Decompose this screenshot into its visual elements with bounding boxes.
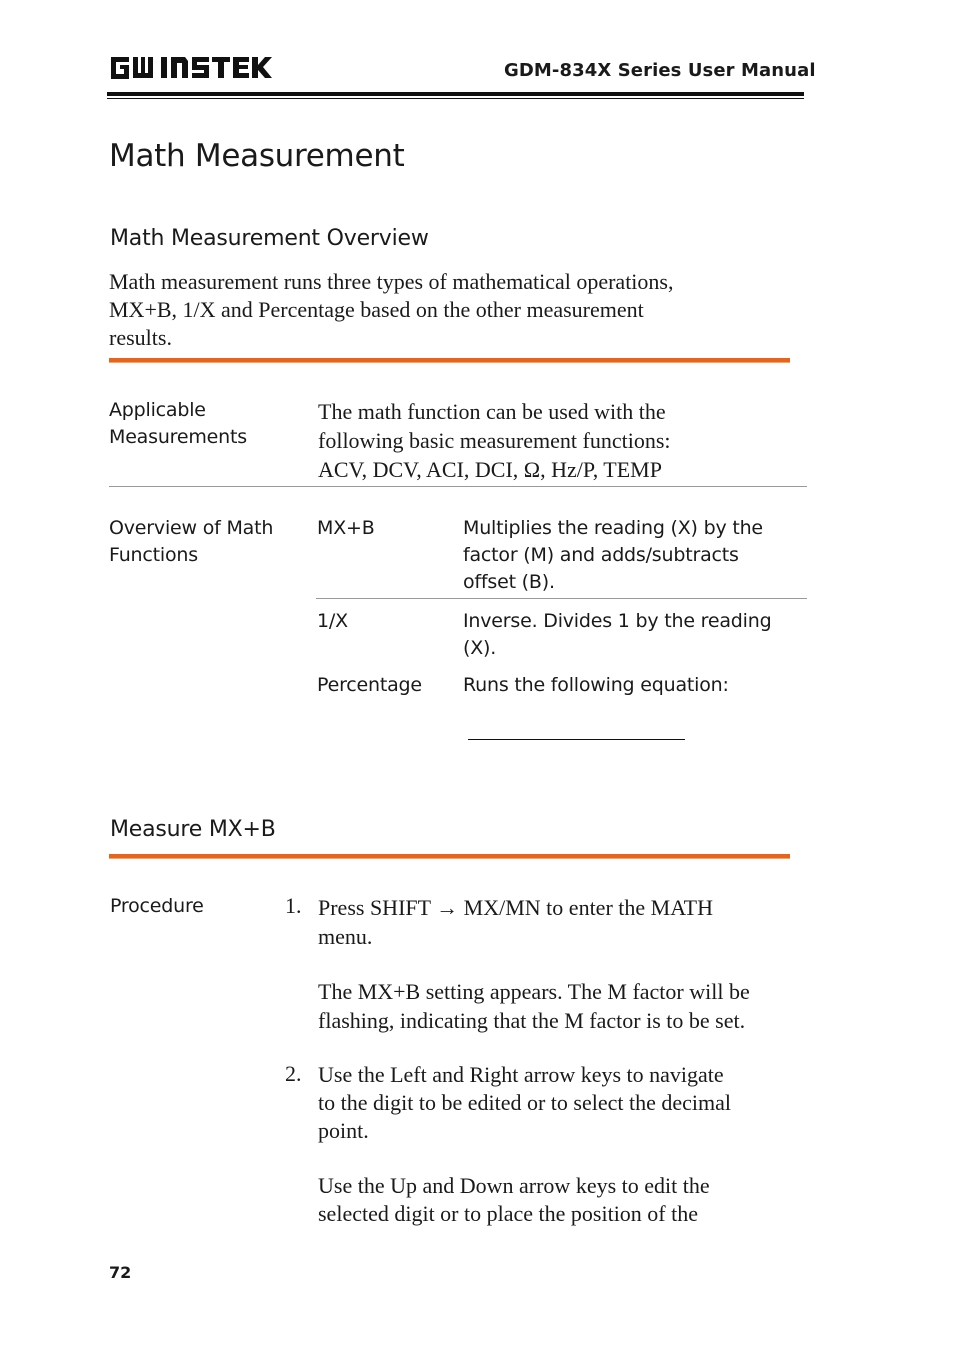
step-line: menu.: [318, 924, 373, 949]
functions-label: [109, 515, 273, 569]
applicable-label: [109, 397, 247, 451]
desc-line: offset (B).: [463, 571, 555, 593]
label-line: Applicable: [109, 399, 206, 421]
step-2-text: [318, 1061, 731, 1145]
gw-instek-logo: [109, 53, 279, 83]
desc-line: factor (M) and adds/subtracts: [463, 544, 739, 566]
function-name-mxb: MX+B: [317, 517, 375, 539]
step-line: to the digit to be edited or to select the decimal: [318, 1090, 731, 1115]
equation-fraction-bar: [468, 739, 685, 740]
overview-intro: [109, 268, 799, 352]
step-line: point.: [318, 1118, 369, 1143]
function-name-percentage: Percentage: [317, 674, 422, 696]
header-rule-thin: [107, 98, 804, 99]
intro-line: MX+B, 1/X and Percentage based on the other measurement: [109, 297, 644, 322]
applicable-text: [318, 397, 671, 484]
step-2-note: [318, 1172, 710, 1228]
section-divider-orange: [109, 358, 790, 363]
desc-line: (X).: [463, 637, 497, 659]
note-line: Use the Up and Down arrow keys to edit the: [318, 1173, 710, 1198]
step-1-note: [318, 977, 750, 1035]
manual-title: GDM-834X Series User Manual: [504, 60, 816, 81]
function-desc-mxb: [463, 515, 763, 596]
page-number: 72: [109, 1263, 132, 1282]
step-1-text: [318, 893, 713, 951]
row-divider: [109, 486, 807, 487]
desc-line: Multiplies the reading (X) by the: [463, 517, 763, 539]
applicable-line: The math function can be used with the: [318, 399, 666, 424]
applicable-line: ACV, DCV, ACI, DCI, Ω, Hz/P, TEMP: [318, 457, 662, 482]
label-line: Overview of Math: [109, 517, 274, 539]
section-heading-overview: Math Measurement Overview: [110, 226, 429, 251]
label-line: Measurements: [109, 426, 247, 448]
intro-line: results.: [109, 325, 172, 350]
intro-line: Math measurement runs three types of mathematical operations,: [109, 269, 674, 294]
step-number: 1.: [285, 893, 302, 918]
function-name-inverse: 1/X: [317, 610, 348, 632]
step-line: Press SHIFT → MX/MN to enter the MATH: [318, 895, 713, 920]
note-line: The MX+B setting appears. The M factor will be: [318, 979, 750, 1004]
function-desc-percentage: [463, 672, 729, 699]
page-title: Math Measurement: [109, 138, 405, 174]
desc-line: Runs the following equation:: [463, 674, 729, 696]
desc-line: Inverse. Divides 1 by the reading: [463, 610, 772, 632]
note-line: selected digit or to place the position of the: [318, 1201, 699, 1226]
section-heading-mxb: Measure MX+B: [110, 817, 276, 842]
row-divider: [316, 598, 807, 599]
step-line: Use the Left and Right arrow keys to navigate: [318, 1062, 724, 1087]
function-desc-inverse: [463, 608, 771, 662]
section-divider-orange: [109, 854, 790, 859]
logo-graphic: [109, 53, 279, 83]
label-line: Functions: [109, 544, 198, 566]
header-rule: [107, 92, 804, 96]
applicable-line: following basic measurement functions:: [318, 428, 671, 453]
procedure-label: Procedure: [110, 895, 204, 917]
note-line: flashing, indicating that the M factor is to be set.: [318, 1008, 746, 1033]
step-number: 2.: [285, 1061, 302, 1086]
